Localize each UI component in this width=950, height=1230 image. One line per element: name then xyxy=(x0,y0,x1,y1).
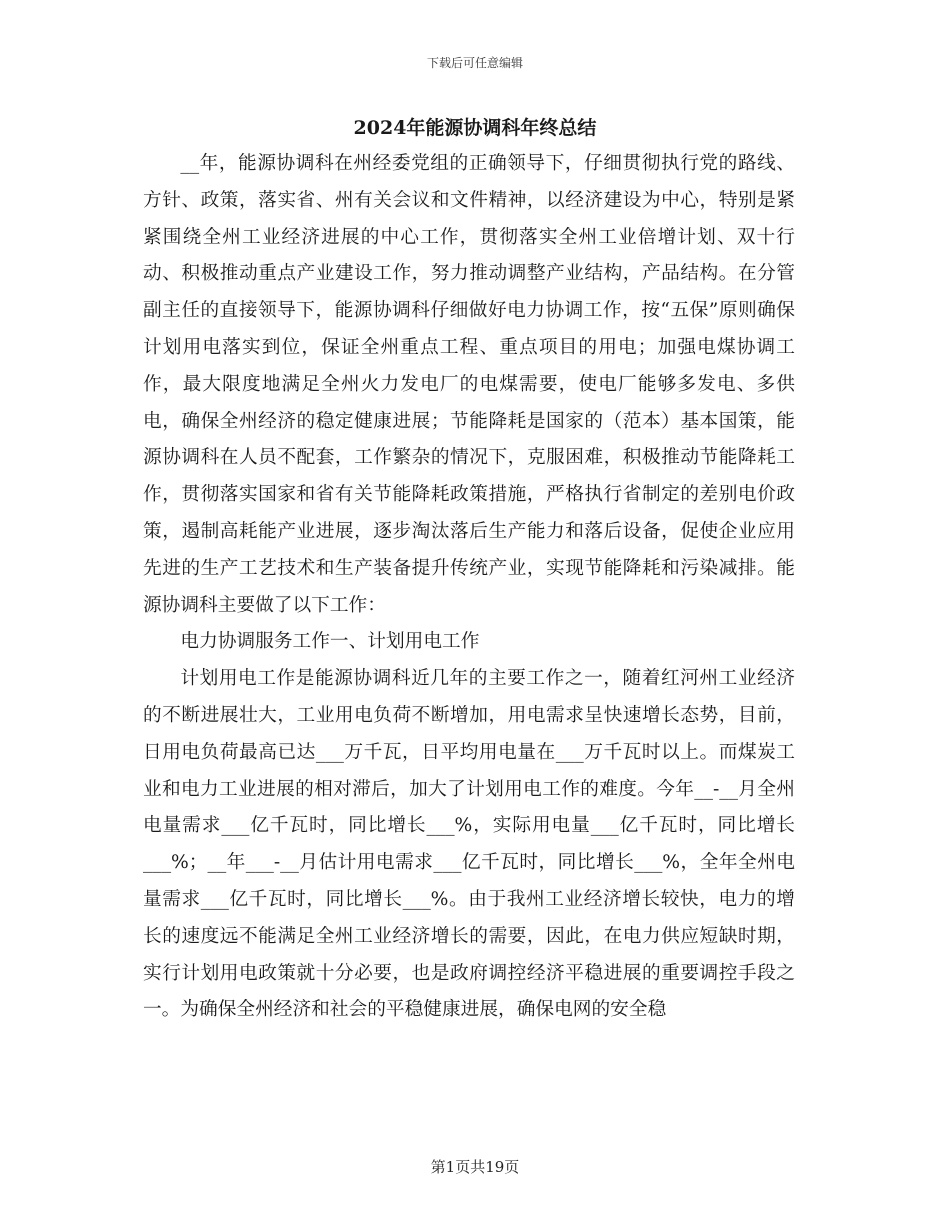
header-note: 下载后可任意编辑 xyxy=(426,56,523,70)
document-title: 2024年能源协调科年终总结 xyxy=(353,117,597,139)
section-heading: 电力协调服务工作一、计划用电工作 xyxy=(180,631,480,653)
page-footer: 第1页共19页 xyxy=(430,1158,520,1176)
paragraph-intro: __年，能源协调科在州经委党组的正确领导下，仔细贯彻执行党的路线、方针、政策，落实省、州有关会议和文件精神，以经济建设为中心，特别是紧紧围绕全州工业经济进展的中心工作，贯彻落实全州工业倍增计划、双十行动、积极推动重点产业建设工作，努力推动调整产业结构，产品结构。在分管副主任的直接领导下，能源协调科仔细做好电力协调工作，按“五保”原则确保计划用电落实到位，保证全州重点工程、重点项目的用电；加强电煤协调工作，最大限度地满足全州火力发电厂的电煤需要，使电厂能够多发电、多供电，确保全州经济的稳定健康进展；节能降耗是国家的（范本）基本国策，能源协调科在人员不配套，工作繁杂的情况下，克服困难，积极推动节能降耗工作，贯彻落实国家和省有关节能降耗政策措施，严格执行省制定的差别电价政策，遏制高耗能产业进展，逐步淘汰落后生产能力和落后设备，促使企业应用先进的生产工艺技术和生产装备提升传统产业，实现节能降耗和污染减排。能源协调科主要做了以下工作： xyxy=(143,153,795,616)
paragraph-plan-power: 计划用电工作是能源协调科近几年的主要工作之一，随着红河州工业经济的不断进展壮大，工业用电负荷不断增加，用电需求呈快速增长态势，目前，日用电负荷最高已达___万千瓦，日平均用电量在___万千瓦时以上。而煤炭工业和电力工业进展的相对滞后，加大了计划用电工作的难度。今年__-__月全州电量需求___亿千瓦时，同比增长___%，实际用电量___亿千瓦时，同比增长___%；__年___-__月估计用电需求___亿千瓦时，同比增长___%，全年全州电量需求___亿千瓦时，同比增长___%。由于我州工业经济增长较快，电力的增长的速度远不能满足全州工业经济增长的需要，因此，在电力供应短缺时期，实行计划用电政策就十分必要，也是政府调控经济平稳进展的重要调控手段之一。为确保全州经济和社会的平稳健康进展，确保电网的安全稳 xyxy=(143,668,795,1021)
document-body xyxy=(143,146,795,1029)
